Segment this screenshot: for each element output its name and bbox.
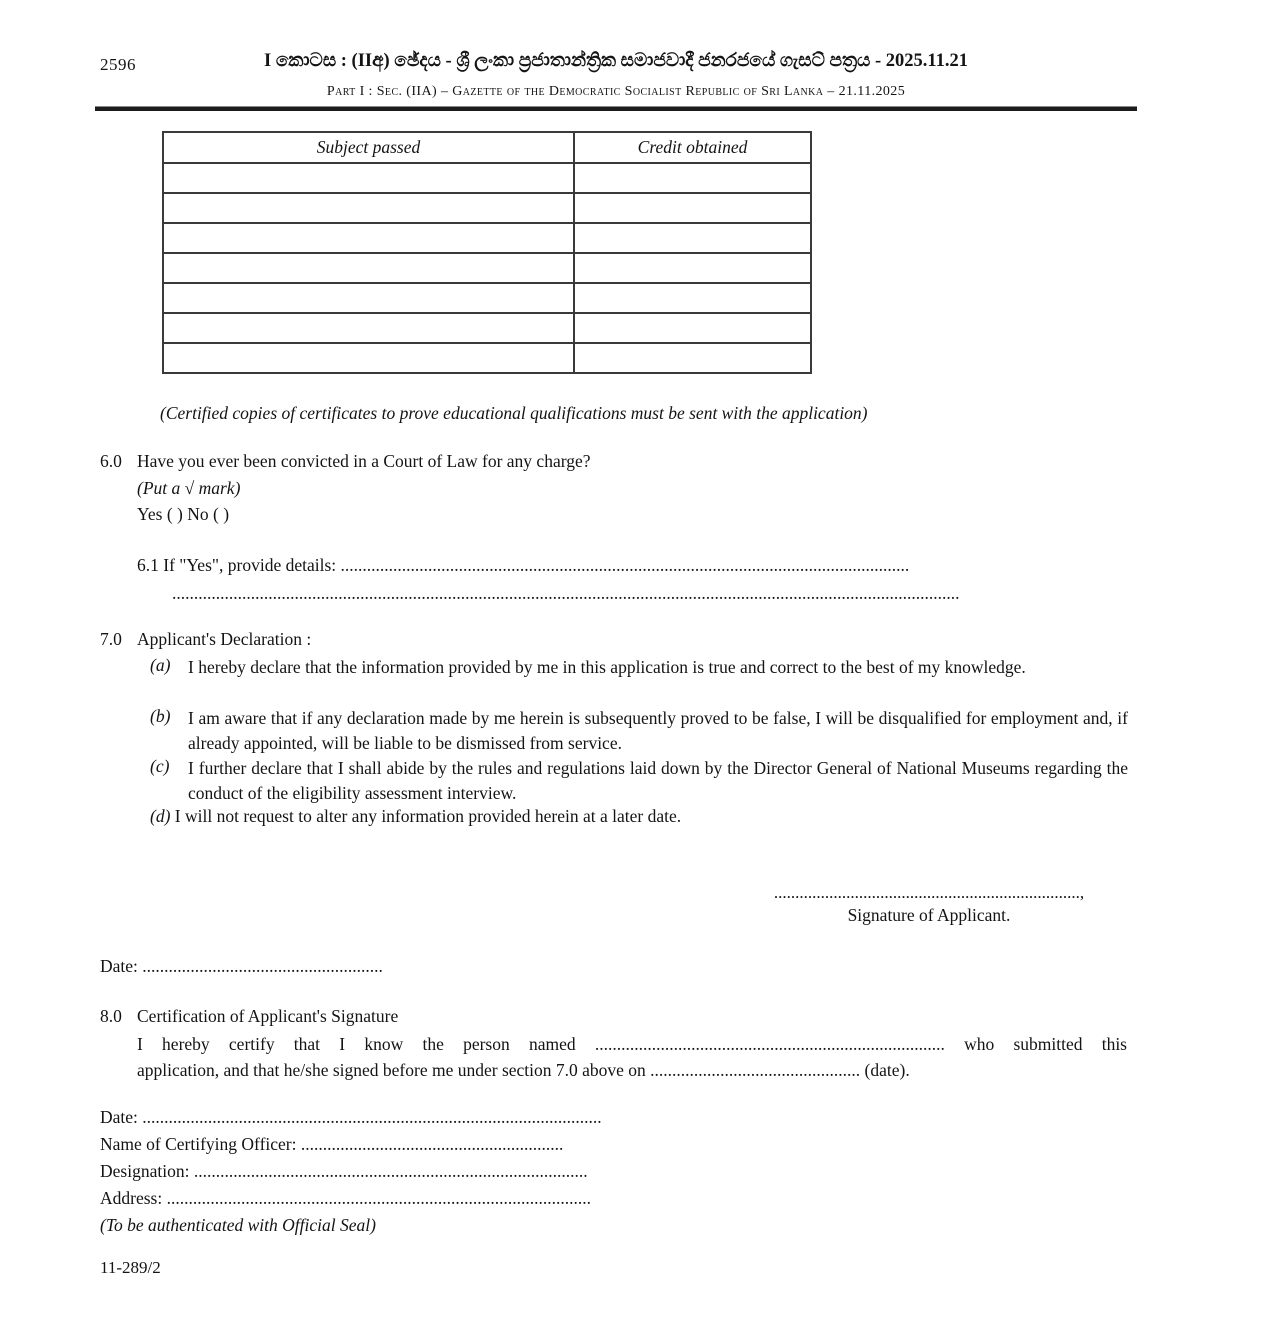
declaration-item-d-label: (d) (150, 806, 171, 826)
credit-cell-empty (574, 223, 811, 253)
page-number: 2596 (100, 55, 136, 74)
section-8-body-line-1: I hereby certify that I know the person named ................................................................................ who submitted this (137, 1034, 1127, 1054)
header-rule (95, 106, 1137, 111)
applicant-date-line (100, 956, 383, 977)
credit-cell-empty (574, 163, 811, 193)
certifying-officer-date-label: Date: (100, 1107, 138, 1127)
qualifications-table (162, 131, 812, 374)
declaration-item-a-text: I hereby declare that the information provided by me in this application is true and correct to the best of my knowledge. (188, 657, 1026, 677)
declaration-item-d (150, 806, 681, 827)
credit-cell-empty (574, 253, 811, 283)
table-row (163, 253, 811, 283)
certified-copies-note: (Certified copies of certificates to prove educational qualifications must be sent with the application) (160, 403, 868, 423)
certifying-officer-name-label: Name of Certifying Officer: (100, 1134, 297, 1154)
certifying-officer-address-line (100, 1188, 591, 1209)
certifying-officer-name-dotted-line: ............................................................ (300, 1134, 564, 1154)
applicant-date-dotted-line: ....................................................... (142, 956, 383, 976)
declaration-item-c (150, 756, 1128, 807)
certifying-officer-date-dotted-line: ......................................................................................................... (142, 1107, 602, 1127)
section-8-body-line-2: application, and that he/she signed before me under section 7.0 above on ................................................ (date). (137, 1060, 910, 1080)
credit-cell-empty (574, 343, 811, 373)
certifying-officer-designation-line (100, 1161, 588, 1182)
subject-cell-empty (163, 343, 574, 373)
subject-cell-empty (163, 193, 574, 223)
certifying-officer-date-line (100, 1107, 602, 1128)
declaration-item-a-label: (a) (150, 655, 171, 675)
certifying-officer-address-dotted-line: ................................................................................................. (166, 1188, 591, 1208)
subject-cell-empty (163, 283, 574, 313)
section-8-title: Certification of Applicant's Signature (137, 1006, 399, 1026)
section-7-title: Applicant's Declaration : (137, 629, 312, 649)
gazette-reference-number: 11-289/2 (100, 1258, 161, 1277)
section-6-mark-instruction: (Put a √ mark) (137, 478, 241, 498)
section-6-1-dotted-line: .................................................................................................................................. (340, 555, 910, 575)
section-6-question-line (100, 451, 591, 472)
subject-cell-empty (163, 163, 574, 193)
credit-cell-empty (574, 313, 811, 343)
applicant-signature-caption: Signature of Applicant. (847, 905, 1011, 925)
section-7-number: 7.0 (100, 629, 122, 649)
table-header-row (163, 132, 811, 163)
declaration-item-b (150, 706, 1128, 757)
credit-cell-empty (574, 193, 811, 223)
applicant-signature-dotted-line: ........................................................................, (773, 883, 1085, 902)
declaration-item-c-text: I further declare that I shall abide by the rules and regulations laid down by the Director General of National Museums regarding the conduct of the eligibility assessment interview. (188, 758, 1128, 804)
subject-cell-empty (163, 313, 574, 343)
subject-cell-empty (163, 223, 574, 253)
section-6-1-label: If "Yes", provide details: (163, 555, 337, 575)
column-header-subject-passed: Subject passed (163, 132, 574, 163)
declaration-item-b-label: (b) (150, 706, 171, 726)
table-row (163, 163, 811, 193)
table-row (163, 193, 811, 223)
certifying-officer-designation-dotted-line: .......................................................................................... (193, 1161, 588, 1181)
section-6-1-line (137, 555, 909, 576)
table-row (163, 313, 811, 343)
declaration-item-a (150, 655, 1128, 680)
table-row (163, 283, 811, 313)
section-6-1-number: 6.1 (137, 555, 159, 575)
credit-cell-empty (574, 283, 811, 313)
declaration-item-b-text: I am aware that if any declaration made by me herein is subsequently proved to be false, I will be disqualified for employment and, if already appointed, will be liable to be dismissed from service. (188, 708, 1128, 754)
section-8-number: 8.0 (100, 1006, 122, 1026)
applicant-date-label: Date: (100, 956, 138, 976)
header-title-english: Part I : Sec. (IIA) – Gazette of the Democratic Socialist Republic of Sri Lanka – 21.11.2025 (326, 84, 906, 99)
section-8-title-line (100, 1006, 398, 1027)
table-row (163, 343, 811, 373)
column-header-credit-obtained: Credit obtained (574, 132, 811, 163)
declaration-item-c-label: (c) (150, 756, 170, 776)
declaration-item-d-text: I will not request to alter any information provided herein at a later date. (174, 806, 682, 826)
certifying-officer-name-line (100, 1134, 563, 1155)
official-seal-note: (To be authenticated with Official Seal) (100, 1215, 376, 1235)
table-row (163, 223, 811, 253)
section-6-yes-no-options: Yes ( ) No ( ) (137, 504, 230, 524)
certifying-officer-address-label: Address: (100, 1188, 163, 1208)
section-6-question: Have you ever been convicted in a Court of Law for any charge? (137, 451, 591, 471)
section-6-1-dotted-line-2: .................................................................................................................................................................................... (172, 583, 960, 603)
certifying-officer-designation-label: Designation: (100, 1161, 190, 1181)
section-6-number: 6.0 (100, 451, 122, 471)
section-7-title-line (100, 629, 311, 650)
subject-cell-empty (163, 253, 574, 283)
header-title-sinhala: I කොටස : (IIඅ) ඡේදය - ශ්‍රී ලංකා ප්‍රජාතාන්ත්‍රික සමාජවාදී ජනරජයේ ගැසට් පත්‍රය - 2025.11.21 (264, 51, 968, 71)
